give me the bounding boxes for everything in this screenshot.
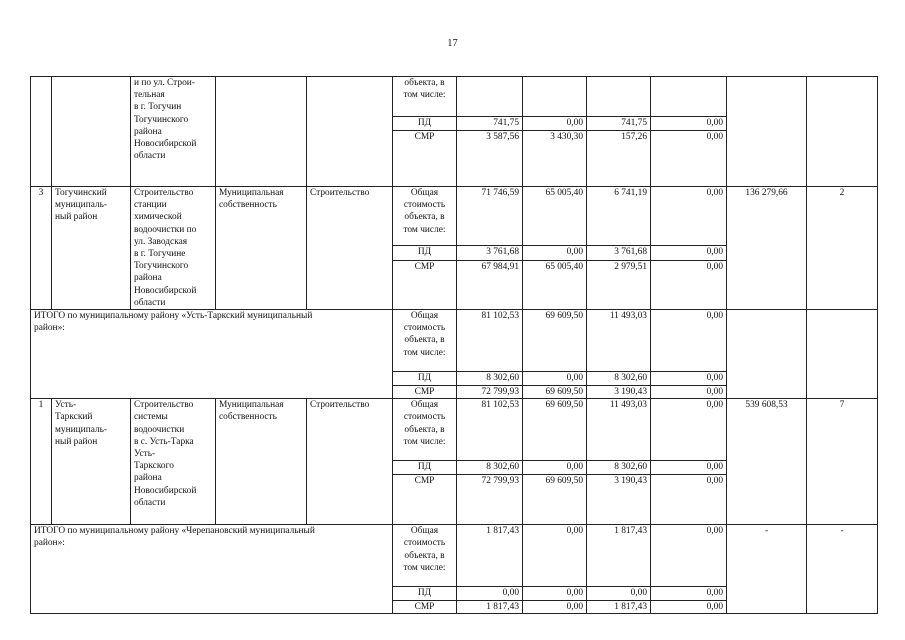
pd-value: 8 302,60: [457, 461, 523, 475]
pd-extra-value: 0,00: [651, 587, 727, 601]
smr-value: 3 190,43: [587, 386, 651, 399]
row-number: 3: [31, 187, 52, 310]
total-value: 6 741,19: [587, 187, 651, 246]
cost-label: Общая стоимость объекта, в том числе:: [393, 525, 457, 587]
total-extra-value: 0,00: [651, 310, 727, 372]
district-name: Тогучинский муниципаль- ный район: [52, 187, 131, 310]
total-title: ИТОГО по муниципальному району «Усть-Таркский муниципальный район»:: [31, 310, 393, 399]
smr-value: 65 005,40: [523, 260, 587, 309]
work-type: Строительство: [307, 187, 393, 310]
total-value: 81 102,53: [457, 399, 523, 461]
total-value: 0,00: [523, 525, 587, 587]
smr-label: СМР: [393, 475, 457, 525]
smr-extra-value: 0,00: [651, 131, 727, 187]
total-extra-value: 0,00: [651, 187, 727, 246]
pd-extra-value: 0,00: [651, 117, 727, 131]
smr-value: 72 799,93: [457, 386, 523, 399]
total-value: 1 817,43: [587, 525, 651, 587]
table-body: [31, 77, 878, 614]
table-row: [31, 187, 878, 246]
pd-value: 0,00: [523, 246, 587, 260]
cost-label: объекта, в том числе:: [393, 77, 457, 117]
count-value: [807, 77, 878, 187]
total-extra-value: [651, 77, 727, 117]
smr-label: СМР: [393, 601, 457, 614]
smr-value: 3 587,56: [457, 131, 523, 187]
row-number: 1: [31, 399, 52, 525]
capacity-value: [727, 310, 807, 399]
pd-label: ПД: [393, 246, 457, 260]
smr-value: 3 190,43: [587, 475, 651, 525]
smr-extra-value: 0,00: [651, 386, 727, 399]
cost-label: Общая стоимость объекта, в том числе:: [393, 399, 457, 461]
smr-value: 69 609,50: [523, 475, 587, 525]
pd-value: 741,75: [587, 117, 651, 131]
count-value: 2: [807, 187, 878, 310]
smr-value: 67 984,91: [457, 260, 523, 309]
smr-value: 69 609,50: [523, 386, 587, 399]
pd-label: ПД: [393, 117, 457, 131]
smr-label: СМР: [393, 260, 457, 309]
smr-value: 2 979,51: [587, 260, 651, 309]
total-value: 11 493,03: [587, 310, 651, 372]
total-value: [457, 77, 523, 117]
object-name: Строительство системы водоочистки в с. Усть-Тарка Усть- Таркского района Новосибирской области: [131, 399, 216, 525]
capacity-value: [727, 77, 807, 187]
smr-extra-value: 0,00: [651, 475, 727, 525]
pd-value: 8 302,60: [457, 372, 523, 386]
total-value: 69 609,50: [523, 310, 587, 372]
district-name: Усть- Таркский муниципаль- ный район: [52, 399, 131, 525]
smr-label: СМР: [393, 386, 457, 399]
pd-value: 0,00: [523, 117, 587, 131]
smr-value: 157,26: [587, 131, 651, 187]
total-value: 69 609,50: [523, 399, 587, 461]
count-value: [807, 310, 878, 399]
smr-extra-value: 0,00: [651, 601, 727, 614]
pd-label: ПД: [393, 461, 457, 475]
total-value: 11 493,03: [587, 399, 651, 461]
smr-value: 3 430,30: [523, 131, 587, 187]
capacity-value: -: [727, 525, 807, 614]
total-value: 81 102,53: [457, 310, 523, 372]
total-value: [587, 77, 651, 117]
smr-value: 1 817,43: [587, 601, 651, 614]
pd-value: 0,00: [587, 587, 651, 601]
total-value: 1 817,43: [457, 525, 523, 587]
pd-value: 3 761,68: [587, 246, 651, 260]
work-type: Строительство: [307, 399, 393, 525]
pd-value: 8 302,60: [587, 372, 651, 386]
row-number: [31, 77, 52, 187]
total-value: [523, 77, 587, 117]
work-type: [307, 77, 393, 187]
investment-table: [30, 76, 878, 614]
table-row: [31, 399, 878, 461]
object-name: и по ул. Строи- тельная в г. Тогучин Тогучинского района Новосибирской области: [131, 77, 216, 187]
pd-label: ПД: [393, 372, 457, 386]
capacity-value: 539 608,53: [727, 399, 807, 525]
pd-value: 0,00: [523, 587, 587, 601]
page-number: 17: [447, 38, 458, 49]
table-row: [31, 525, 878, 587]
total-title: ИТОГО по муниципальному району «Черепановский муниципальный район»:: [31, 525, 393, 614]
pd-value: 0,00: [523, 372, 587, 386]
pd-extra-value: 0,00: [651, 246, 727, 260]
smr-value: 72 799,93: [457, 475, 523, 525]
ownership-type: [216, 77, 307, 187]
cost-label: Общая стоимость объекта, в том числе:: [393, 187, 457, 246]
ownership-type: Муниципальная собственность: [216, 399, 307, 525]
total-extra-value: 0,00: [651, 399, 727, 461]
pd-value: 8 302,60: [587, 461, 651, 475]
ownership-type: Муниципальная собственность: [216, 187, 307, 310]
object-name: Строительство станции химической водоочистки по ул. Заводская в г. Тогучине Тогучинского района Новосибирской области: [131, 187, 216, 310]
smr-extra-value: 0,00: [651, 260, 727, 309]
count-value: -: [807, 525, 878, 614]
smr-label: СМР: [393, 131, 457, 187]
total-value: 71 746,59: [457, 187, 523, 246]
smr-value: 1 817,43: [457, 601, 523, 614]
capacity-value: 136 279,66: [727, 187, 807, 310]
table-row: [31, 77, 878, 117]
pd-extra-value: 0,00: [651, 461, 727, 475]
cost-label: Общая стоимость объекта, в том числе:: [393, 310, 457, 372]
pd-label: ПД: [393, 587, 457, 601]
count-value: 7: [807, 399, 878, 525]
table-row: [31, 310, 878, 372]
pd-value: 0,00: [523, 461, 587, 475]
pd-value: 3 761,68: [457, 246, 523, 260]
total-extra-value: 0,00: [651, 525, 727, 587]
smr-value: 0,00: [523, 601, 587, 614]
total-value: 65 005,40: [523, 187, 587, 246]
pd-value: 0,00: [457, 587, 523, 601]
pd-value: 741,75: [457, 117, 523, 131]
district-name: [52, 77, 131, 187]
pd-extra-value: 0,00: [651, 372, 727, 386]
